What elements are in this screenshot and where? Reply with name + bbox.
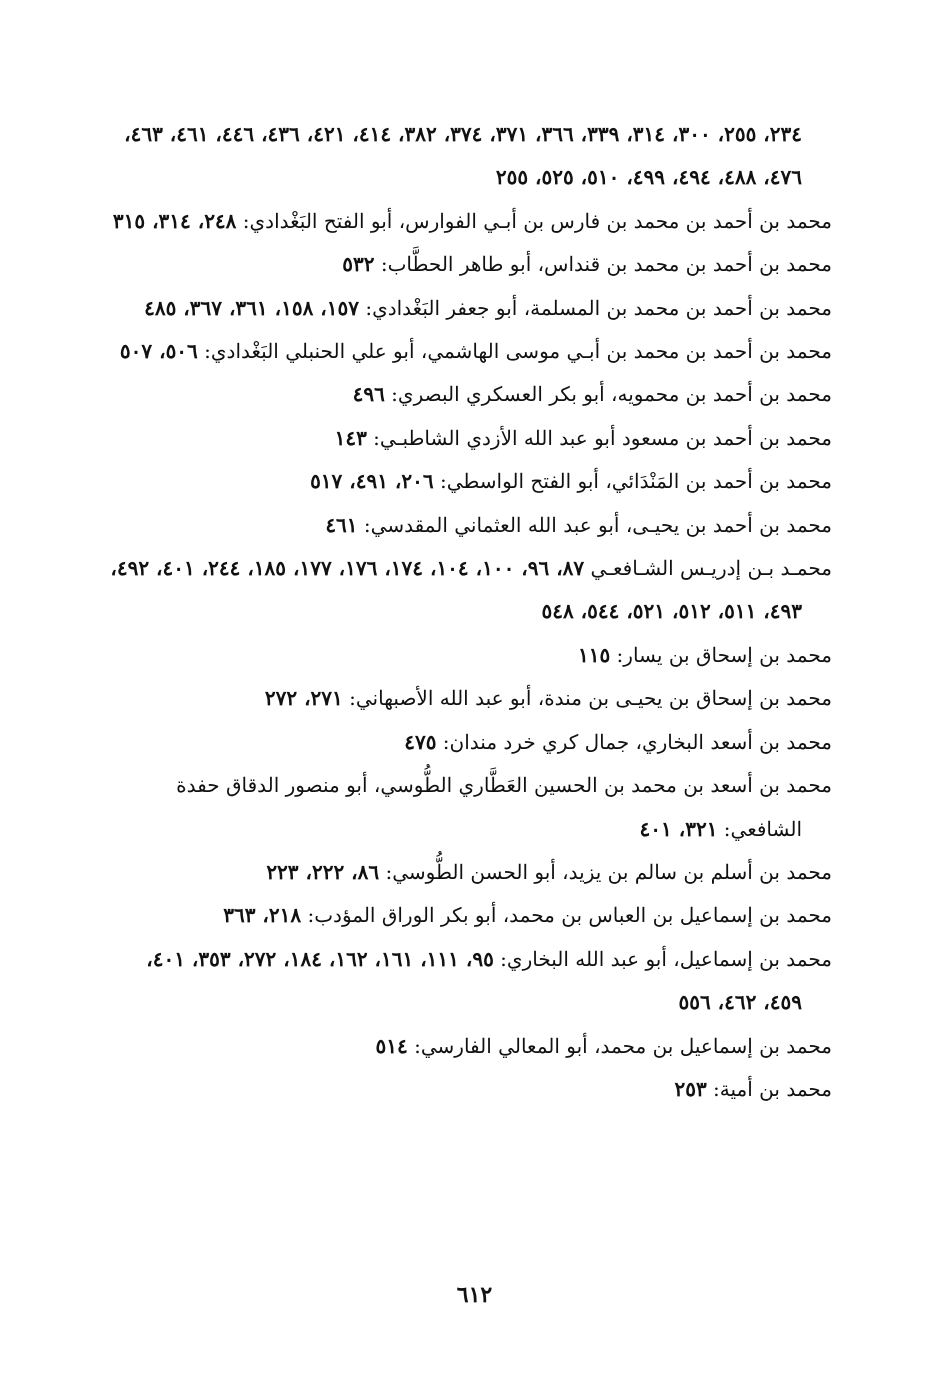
index-entry: محمد بن أحمد بن مسعود أبو عبد الله الأزدي الشاطبـي: ١٤٣ xyxy=(334,425,832,450)
index-entry: محمد بن أحمد بن محمد بن المسلمة، أبو جعفر البَغْدادي: ١٥٧، ١٥٨، ٣٦١، ٣٦٧، ٤٨٥ xyxy=(144,295,832,320)
index-entry: محمد بن أمية: ٢٥٣ xyxy=(674,1076,832,1101)
index-entry: محمد بن إسحاق بن يسار: ١١٥ xyxy=(577,642,832,667)
index-entry: محمد بن أسعد بن محمد بن الحسين العَطَّاري الطُّوسي، أبو منصور الدقاق حفدة الشافعي: ٣٢١، ٤٠١ xyxy=(176,773,832,841)
index-entry: محمـد بـن إدريـس الشـافعـي ٨٧، ٩٦، ١٠٠، ١٠٤، ١٧٤، ١٧٦، ١٧٧، ١٨٥، ٢٤٤، ٤٠١، ٤٩٢، ٤٩٣، ٥١١، ٥١٢، ٥٢١، ٥٤٤، ٥٤٨ xyxy=(110,556,832,624)
index-list xyxy=(104,113,832,1111)
index-entry: محمد بن أحمد بن يحيـى، أبو عبد الله العثماني المقدسي: ٤٦١ xyxy=(325,512,832,537)
index-entry: محمد بن أسعد البخاري، جمال كري خرد مندان: ٤٧٥ xyxy=(404,729,832,754)
index-entry: ٢٣٤، ٢٥٥، ٣٠٠، ٣١٤، ٣٣٩، ٣٦٦، ٣٧١، ٣٧٤، ٣٨٢، ٤١٤، ٤٢١، ٤٣٦، ٤٤٦، ٤٦١، ٤٦٣، ٤٧٦، ٤٨٨، ٤٩٤، ٤٩٩، ٥١٠، ٥٢٥، ٢٥٥ xyxy=(124,122,802,190)
index-entry: محمد بن إسماعيل بن محمد، أبو المعالي الفارسي: ٥١٤ xyxy=(375,1033,832,1058)
index-entry: محمد بن أحمد بن محمد بن قنداس، أبو طاهر الحطَّاب: ٥٣٢ xyxy=(342,252,832,277)
index-entry: محمد بن أحمد بن محمد بن فارس بن أبـي الفوارس، أبو الفتح البَغْدادي: ٢٤٨، ٣١٤، ٣١٥ xyxy=(112,208,832,233)
index-entry: محمد بن إسحاق بن يحيـى بن مندة، أبو عبد الله الأصبهاني: ٢٧١، ٢٧٢ xyxy=(264,686,832,711)
index-entry: محمد بن أحمد بن المَنْدَائي، أبو الفتح الواسطي: ٢٠٦، ٤٩١، ٥١٧ xyxy=(310,469,832,494)
index-entry: محمد بن أحمد بن محمويه، أبو بكر العسكري البصري: ٤٩٦ xyxy=(352,382,832,407)
page-number: ٦١٢ xyxy=(456,1282,493,1308)
index-entry: محمد بن أحمد بن محمد بن أبـي موسى الهاشمي، أبو علي الحنبلي البَغْدادي: ٥٠٦، ٥٠٧ xyxy=(119,339,832,364)
index-entry: محمد بن إسماعيل بن العباس بن محمد، أبو بكر الوراق المؤدب: ٢١٨، ٣٦٣ xyxy=(223,903,832,928)
index-entry: محمد بن إسماعيل، أبو عبد الله البخاري: ٩٥، ١١١، ١٦١، ١٦٢، ١٨٤، ٢٧٢، ٣٥٣، ٤٠١، ٤٥٩، ٤٦٢، ٥٥٦ xyxy=(146,946,832,1015)
index-entry: محمد بن أسلم بن سالم بن يزيد، أبو الحسن الطُّوسي: ٨٦، ٢٢٢، ٢٢٣ xyxy=(266,859,832,884)
